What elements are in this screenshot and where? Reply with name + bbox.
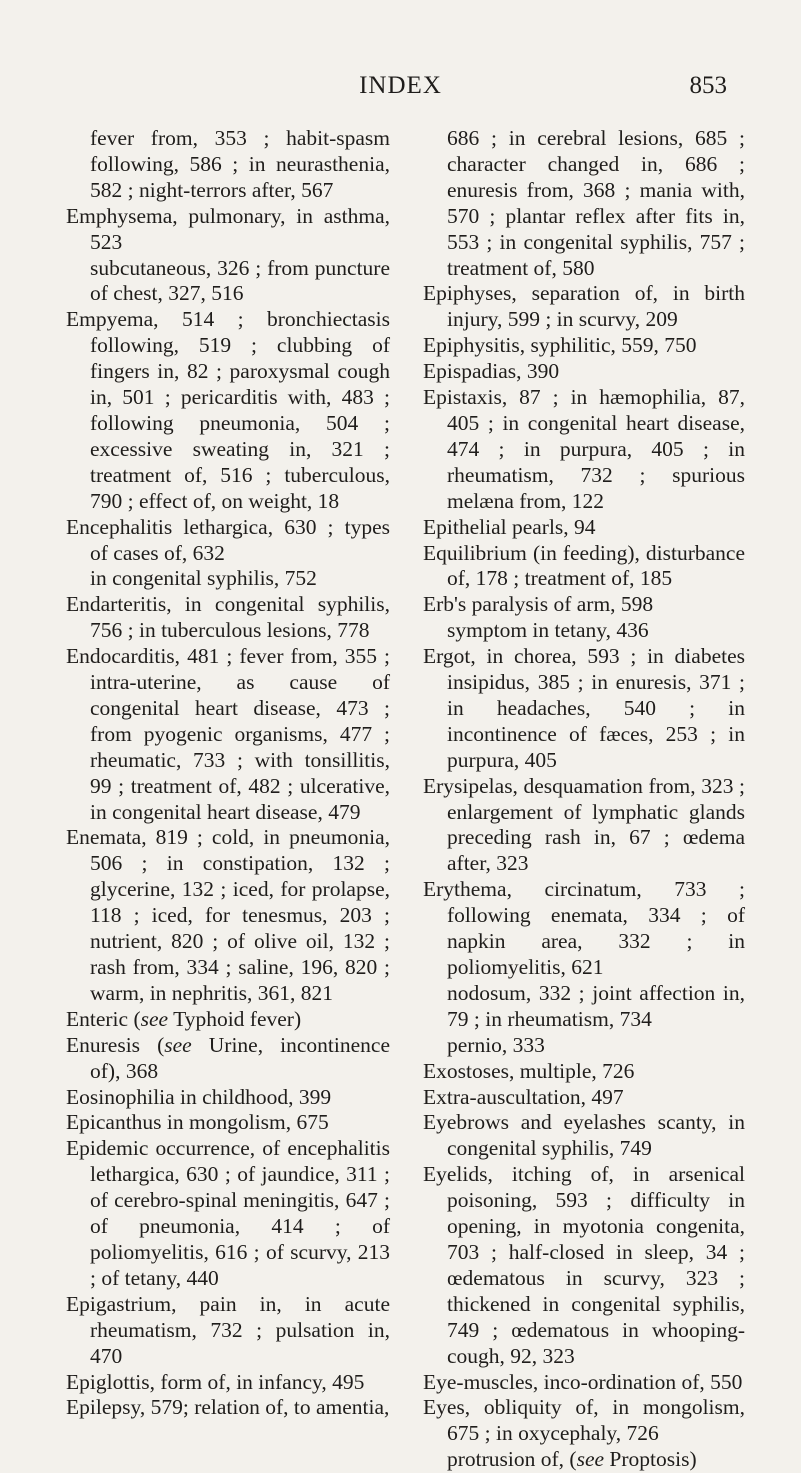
page-title: INDEX [359,72,442,99]
index-entry: fever from, 353 ; habit-spasm following, 586 ; in neurasthenia, 582 ; night-terrors after, 567 [90,126,390,202]
index-entry: Emphysema, pulmonary, in asthma, 523 [66,203,390,254]
index-entry: Erysipelas, desquamation from, 323 ; enlargement of lymphatic glands preceding rash in, 67 ; œdema after, 323 [423,773,745,876]
page-header [0,72,801,102]
index-entry: Eosinophilia in childhood, 399 [66,1084,332,1109]
index-entry: Empyema, 514 ; bronchiectasis following, 519 ; clubbing of fingers in, 82 ; paroxysmal cough in, 501 ; pericarditis with, 483 ; following pneumonia, 504 ; excessive sweating in, 321 ; treatment of, 516 ; tuberculous, 790 ; effect of, on weight, 18 [66,307,390,513]
index-entry: in congenital syphilis, 752 [90,566,317,591]
page-number: 853 [689,72,727,99]
left-column [66,126,390,1421]
see-reference: see [164,1032,192,1057]
index-entry: Erythema, circinatum, 733 ; following enemata, 334 ; of napkin area, 332 ; in poliomyelitis, 621 [423,877,745,979]
index-entry: Epidemic occurrence, of encephalitis lethargica, 630 ; of jaundice, 311 ; of cerebro-spinal meningitis, 647 ; of pneumonia, 414 ; of poliomyelitis, 616 ; of scurvy, 213 ; of tetany, 440 [66,1136,390,1290]
index-entry: Endocarditis, 481 ; fever from, 355 ; intra-uterine, as cause of congenital heart disease, 473 ; from pyogenic organisms, 477 ; rheumatic, 733 ; with tonsillitis, 99 ; treatment of, 482 ; ulcerative, in congenital heart disease, 479 [66,644,390,824]
index-entry: Epithelial pearls, 94 [423,514,596,539]
entry-text: Enteric ( [66,1006,141,1031]
index-entry: Enemata, 819 ; cold, in pneumonia, 506 ; in constipation, 132 ; glycerine, 132 ; iced, for prolapse, 118 ; iced, for tenesmus, 203 ; nutrient, 820 ; of olive oil, 132 ; rash from, 334 ; saline, 196, 820 ; warm, in nephritis, 361, 821 [66,825,390,1005]
see-reference: see [140,1006,169,1031]
entry-text: Urine, incontinence of), 368 [90,1032,391,1083]
index-entry: Epiglottis, form of, in infancy, 495 [66,1369,365,1394]
index-entry: Encephalitis lethargica, 630 ; types of cases of, 632 [66,514,390,565]
right-column [423,126,745,1473]
index-entry: nodosum, 332 ; joint affection in, 79 ; in rheumatism, 734 [447,980,745,1031]
index-entry: Epicanthus in mongolism, 675 [66,1110,329,1135]
index-entry: pernio, 333 [447,1032,545,1057]
index-entry: Erb's paralysis of arm, 598 [423,592,654,617]
entry-text: Typhoid fever) [168,1006,302,1031]
index-entry: subcutaneous, 326 ; from puncture of chest, 327, 516 [90,255,390,306]
index-entry: Epigastrium, pain in, in acute rheumatism, 732 ; pulsation in, 470 [66,1291,390,1368]
index-entry: 686 ; in cerebral lesions, 685 ; character changed in, 686 ; enuresis from, 368 ; mania with, 570 ; plantar reflex after fits in, 553 ; in congenital syphilis, 757 ; treatment of, 580 [447,126,745,280]
index-entry: Endarteritis, in congenital syphilis, 756 ; in tuberculous lesions, 778 [66,592,390,643]
index-entry [423,1447,745,1473]
see-reference: see [576,1447,605,1472]
entry-text: Enuresis ( [66,1032,165,1057]
index-entry: Epiphysitis, syphilitic, 559, 750 [423,333,697,358]
index-entry: Equilibrium (in feeding), disturbance of, 178 ; treatment of, 185 [423,540,745,591]
entry-text: protrusion of, ( [447,1447,577,1472]
index-entry: Eye-muscles, inco-ordination of, 550 [423,1369,743,1394]
index-entry: Extra-auscultation, 497 [423,1084,624,1109]
entry-text: Proptosis) [604,1447,697,1472]
index-entry: Epilepsy, 579; relation of, to amentia, [66,1395,390,1420]
index-entry [66,1033,390,1085]
index-entry: symptom in tetany, 436 [447,618,649,643]
index-entry: Epistaxis, 87 ; in hæmophilia, 87, 405 ; in congenital heart disease, 474 ; in purpura, 405 ; in rheumatism, 732 ; spurious melæna from, 122 [423,385,745,513]
index-entry: Eyebrows and eyelashes scanty, in congenital syphilis, 749 [423,1110,745,1161]
index-entry: Epispadias, 390 [423,359,560,384]
index-entry [66,1007,390,1033]
index-entry: Eyelids, itching of, in arsenical poisoning, 593 ; difficulty in opening, in myotonia congenita, 703 ; half-closed in sleep, 34 ; œdematous in scurvy, 323 ; thickened in congenital syphilis, 749 ; œdematous in whooping-cough, 92, 323 [423,1162,745,1368]
index-entry: Epiphyses, separation of, in birth injury, 599 ; in scurvy, 209 [423,281,745,332]
index-entry: Ergot, in chorea, 593 ; in diabetes insipidus, 385 ; in enuresis, 371 ; in headaches, 540 ; in incontinence of fæces, 253 ; in purpura, 405 [423,644,745,772]
index-entry: Exostoses, multiple, 726 [423,1058,635,1083]
index-entry: Eyes, obliquity of, in mongolism, 675 ; in oxycephaly, 726 [423,1395,745,1446]
